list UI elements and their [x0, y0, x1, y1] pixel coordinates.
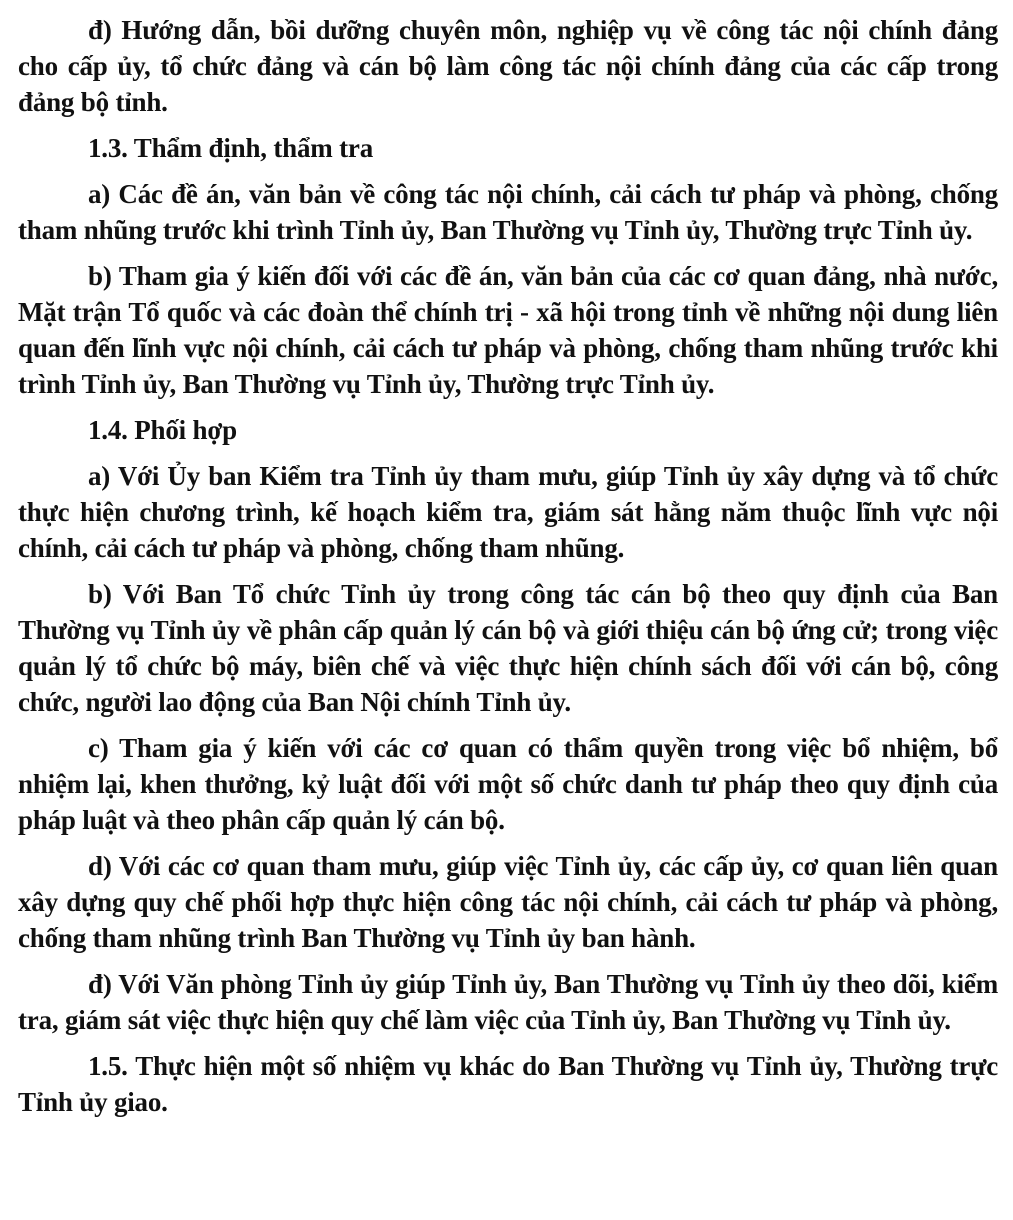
paragraph-1-4-d: d) Với các cơ quan tham mưu, giúp việc Tỉnh ủy, các cấp ủy, cơ quan liên quan xây dựng quy chế phối hợp thực hiện công tác nội chính, cải cách tư pháp và phòng, chống tham nhũng trình Ban Thường vụ Tỉnh ủy ban hành. — [18, 851, 998, 953]
paragraph-1-4-dd: đ) Với Văn phòng Tỉnh ủy giúp Tỉnh ủy, Ban Thường vụ Tỉnh ủy theo dõi, kiểm tra, giám sát việc thực hiện quy chế làm việc của Tỉnh ủy, Ban Thường vụ Tỉnh ủy. — [18, 969, 998, 1035]
section-1-3-heading: 1.3. Thẩm định, thẩm tra — [88, 133, 374, 163]
paragraph-1-2-d: đ) Hướng dẫn, bồi dưỡng chuyên môn, nghiệp vụ về công tác nội chính đảng cho cấp ủy, tổ chức đảng và cán bộ làm công tác nội chính đảng của các cấp trong đảng bộ tỉnh. — [18, 15, 998, 117]
paragraph-1-4-c: c) Tham gia ý kiến với các cơ quan có thẩm quyền trong việc bổ nhiệm, bổ nhiệm lại, khen thưởng, kỷ luật đối với một số chức danh tư pháp theo quy định của pháp luật và theo phân cấp quản lý cán bộ. — [18, 733, 998, 835]
paragraph-1-5: 1.5. Thực hiện một số nhiệm vụ khác do Ban Thường vụ Tỉnh ủy, Thường trực Tỉnh ủy giao. — [18, 1051, 998, 1117]
document-page — [18, 12, 998, 1130]
paragraph-1-3-a: a) Các đề án, văn bản về công tác nội chính, cải cách tư pháp và phòng, chống tham nhũng trước khi trình Tỉnh ủy, Ban Thường vụ Tỉnh ủy, Thường trực Tỉnh ủy. — [18, 179, 998, 245]
paragraph-1-3-b: b) Tham gia ý kiến đối với các đề án, văn bản của các cơ quan đảng, nhà nước, Mặt trận Tổ quốc và các đoàn thể chính trị - xã hội trong tỉnh về những nội dung liên quan đến lĩnh vực nội chính, cải cách tư pháp và phòng, chống tham nhũng trước khi trình Tỉnh ủy, Ban Thường vụ Tỉnh ủy, Thường trực Tỉnh ủy. — [18, 261, 998, 399]
section-1-4-heading: 1.4. Phối hợp — [88, 415, 237, 445]
paragraph-1-4-b: b) Với Ban Tổ chức Tỉnh ủy trong công tác cán bộ theo quy định của Ban Thường vụ Tỉnh ủy về phân cấp quản lý cán bộ và giới thiệu cán bộ ứng cử; trong việc quản lý tổ chức bộ máy, biên chế và việc thực hiện chính sách đối với cán bộ, công chức, người lao động của Ban Nội chính Tỉnh ủy. — [18, 579, 998, 717]
paragraph-1-4-a: a) Với Ủy ban Kiểm tra Tỉnh ủy tham mưu, giúp Tỉnh ủy xây dựng và tổ chức thực hiện chương trình, kế hoạch kiểm tra, giám sát hằng năm thuộc lĩnh vực nội chính, cải cách tư pháp và phòng, chống tham nhũng. — [18, 461, 998, 563]
